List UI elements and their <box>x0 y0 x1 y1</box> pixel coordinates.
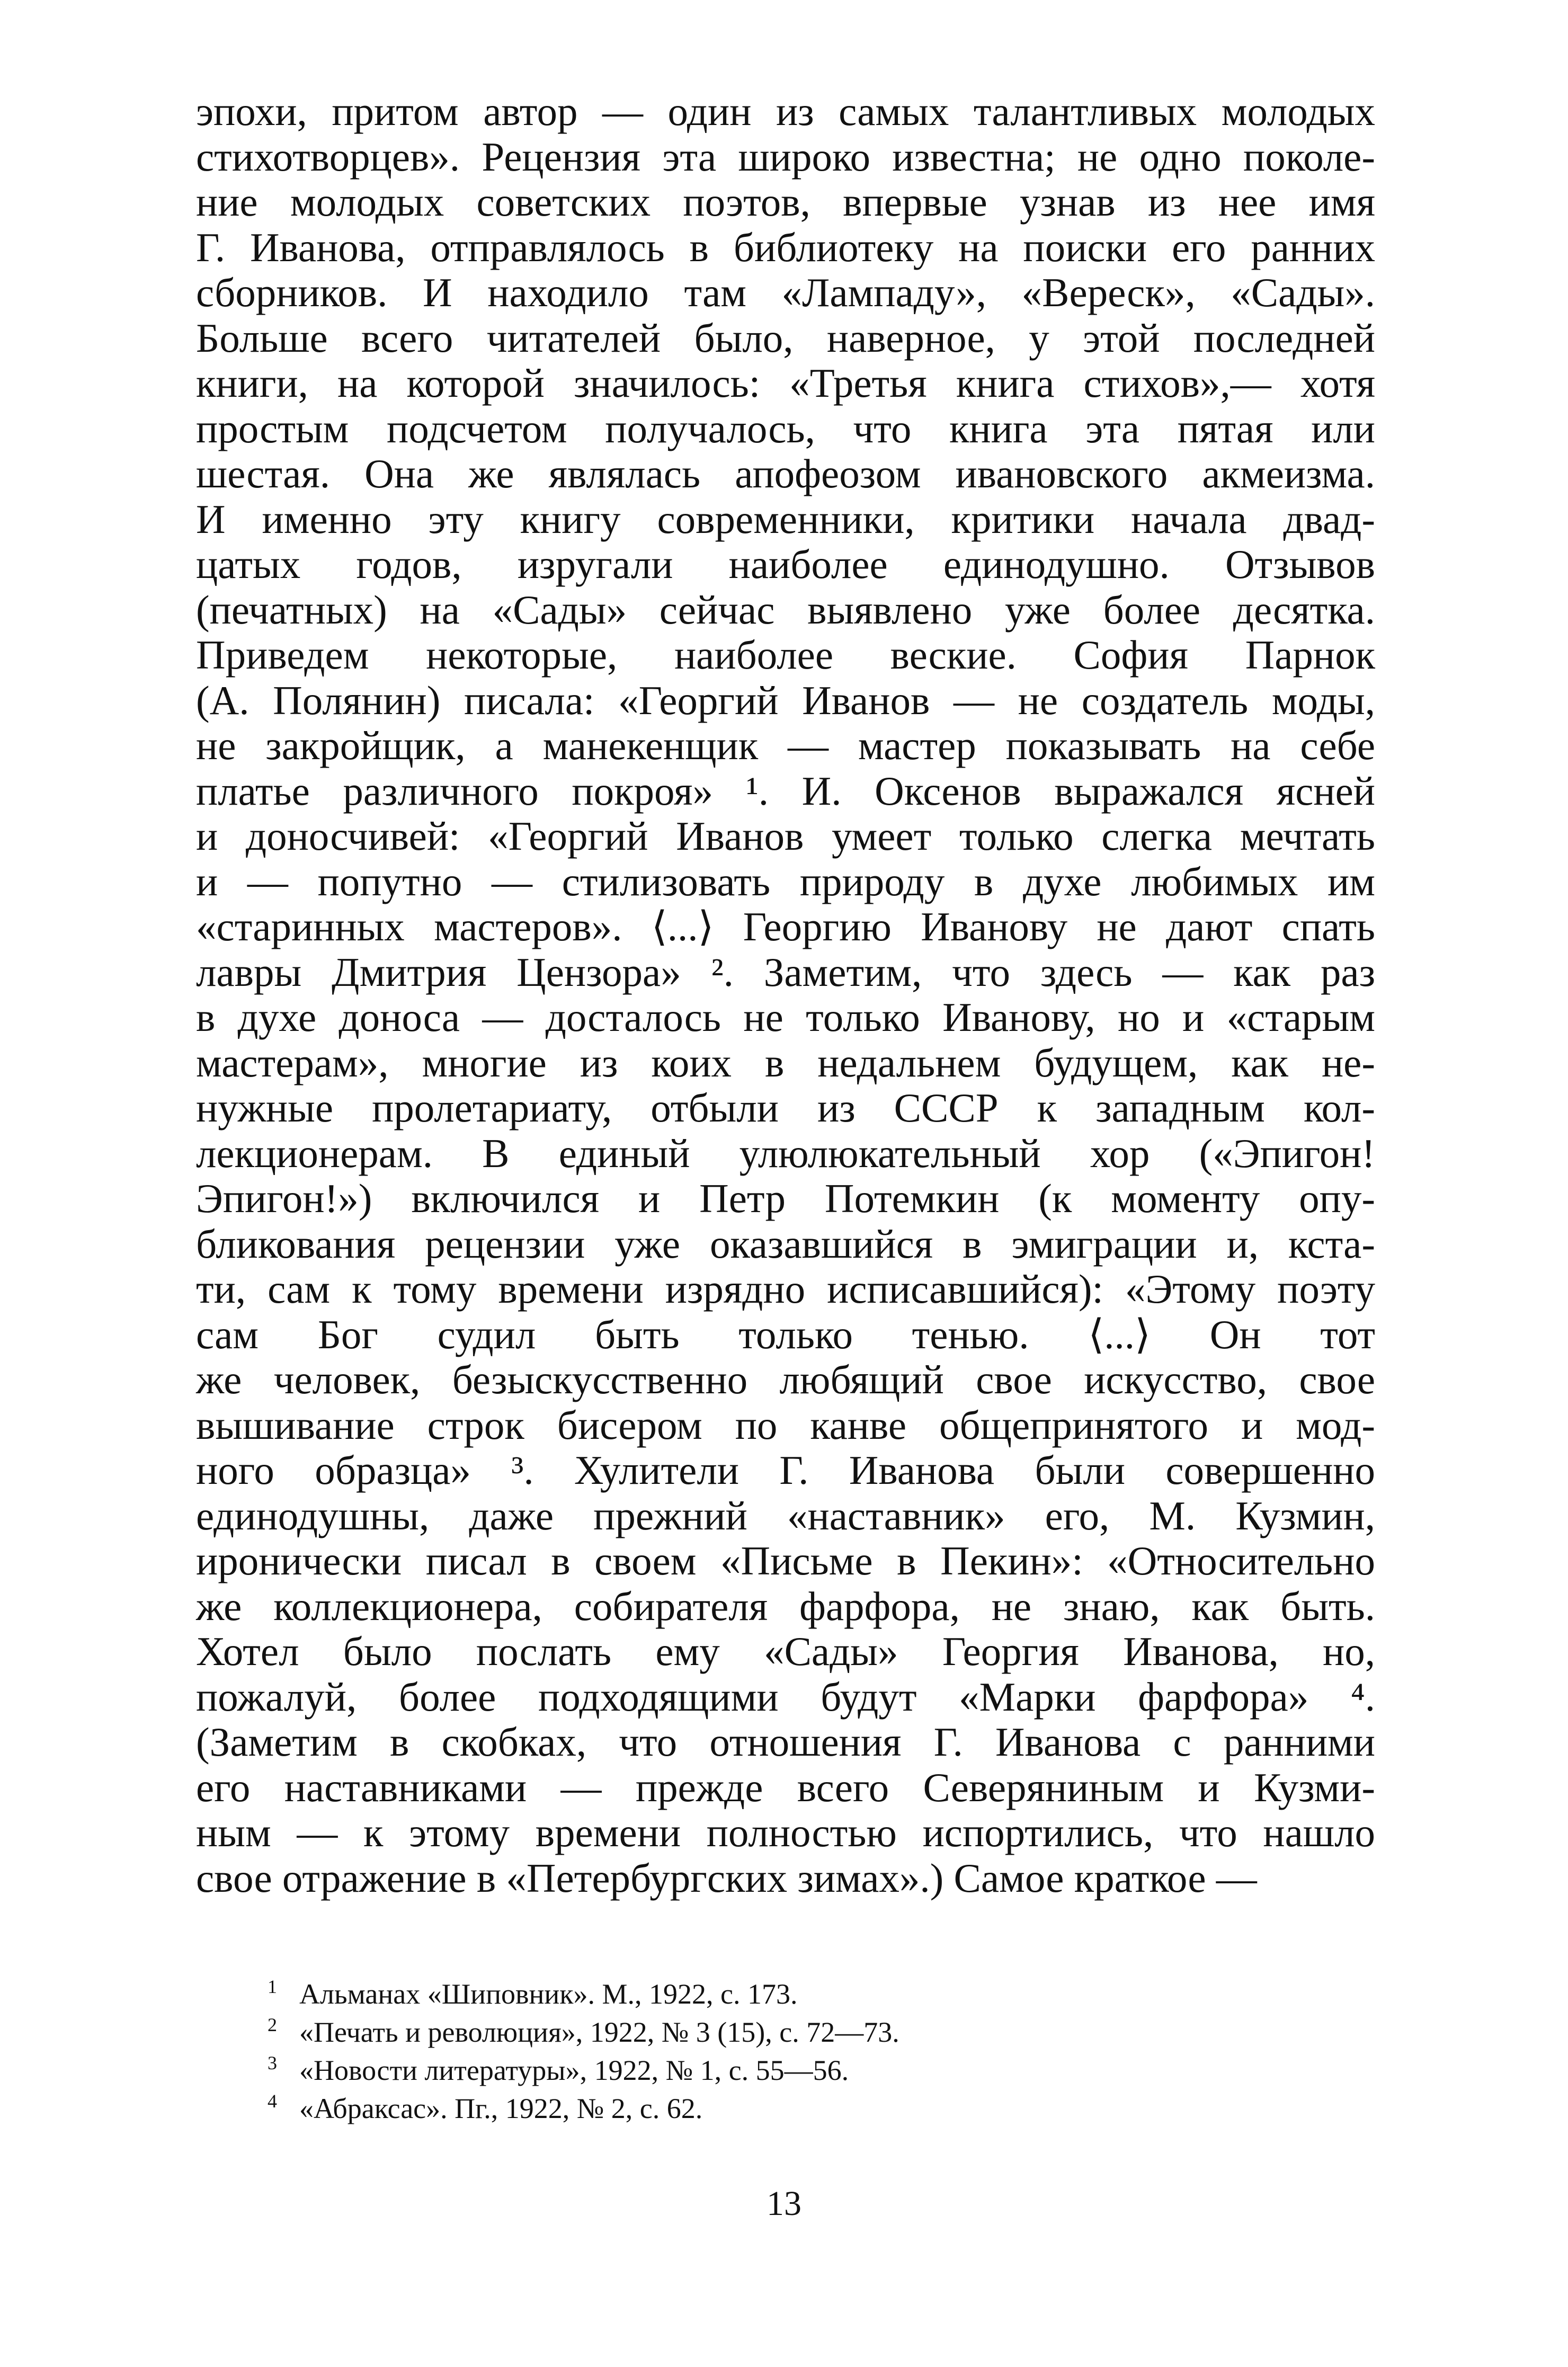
text-line: сборников. И находило там «Лампаду», «Вереск», «Сады». <box>196 270 1375 315</box>
text-line: цатых годов, изругали наиболее единодушно. Отзывов <box>196 541 1375 587</box>
text-line: книги, на которой значилось: «Третья книга стихов»,— хотя <box>196 360 1375 406</box>
text-line: (Заметим в скобках, что отношения Г. Иванова с ранними <box>196 1719 1375 1765</box>
text-line: ти, сам к тому времени изрядно исписавшийся): «Этому поэту <box>196 1266 1375 1312</box>
text-line: платье различного покроя» ¹. И. Оксенов выражался ясней <box>196 768 1375 814</box>
text-line: его наставниками — прежде всего Северяниным и Кузми- <box>196 1764 1375 1810</box>
text-line: свое отражение в «Петербургских зимах».) Самое краткое — <box>196 1855 1257 1901</box>
text-line: Хотел было послать ему «Сады» Георгия Иванова, но, <box>196 1629 1375 1674</box>
footnote-number: 1 <box>268 1976 277 1997</box>
text-line: ние молодых советских поэтов, впервые узнав из нее имя <box>196 179 1375 225</box>
text-line: единодушны, даже прежний «наставник» его, М. Кузмин, <box>196 1492 1375 1538</box>
footnote-number: 2 <box>268 2014 277 2035</box>
text-line: Эпигон!») включился и Петр Потемкин (к моменту опу- <box>196 1176 1375 1221</box>
text-line: и — попутно — стилизовать природу в духе любимых им <box>196 858 1375 904</box>
text-line: бликования рецензии уже оказавшийся в эмиграции и, кста- <box>196 1221 1375 1267</box>
footnote-text: Альманах «Шиповник». М., 1922, с. 173. <box>299 1978 798 2010</box>
text-line: стихотворцев». Рецензия эта широко известна; не одно поколе- <box>196 134 1375 180</box>
text-line: Больше всего читателей было, наверное, у этой последней <box>196 315 1375 361</box>
text-line: лекционерам. В единый улюлюкательный хор («Эпигон! <box>196 1130 1375 1176</box>
text-line: Приведем некоторые, наиболее веские. София Парнок <box>196 632 1375 678</box>
footnote-text: «Новости литературы», 1922, № 1, с. 55—56. <box>299 2054 849 2086</box>
footnote-text: «Печать и революция», 1922, № 3 (15), с. 72—73. <box>299 2016 899 2048</box>
footnote-number: 3 <box>268 2052 277 2074</box>
text-line: «старинных мастеров». ⟨...⟩ Георгию Иванову не дают спать <box>196 904 1375 949</box>
text-line: (печатных) на «Сады» сейчас выявлено уже более десятка. <box>196 586 1375 633</box>
text-line: (А. Полянин) писала: «Георгий Иванов — не создатель моды, <box>196 677 1375 723</box>
text-line: вышивание строк бисером по канве общепринятого и мод- <box>196 1402 1375 1448</box>
main-text <box>196 89 1375 1901</box>
footnote <box>268 2089 1375 2128</box>
text-line: не закройщик, а манекенщик — мастер показывать на себе <box>196 723 1375 768</box>
text-line: лавры Дмитрия Цензора» ². Заметим, что здесь — как раз <box>196 949 1375 995</box>
footnote <box>268 2051 1375 2089</box>
text-line: же коллекционера, собирателя фарфора, не знаю, как быть. <box>196 1583 1375 1629</box>
text-line: Г. Иванова, отправлялось в библиотеку на поиски его ранних <box>196 224 1375 270</box>
footnote-text: «Абраксас». Пг., 1922, № 2, с. 62. <box>299 2093 703 2124</box>
text-line: И именно эту книгу современники, критики начала двад- <box>196 496 1375 542</box>
text-line: пожалуй, более подходящими будут «Марки фарфора» ⁴. <box>196 1674 1375 1720</box>
text-line: шестая. Она же являлась апофеозом ивановского акмеизма. <box>196 451 1375 496</box>
text-line: в духе доноса — досталось не только Иванову, но и «старым <box>196 994 1375 1040</box>
text-line: ным — к этому времени полностью испортились, что нашло <box>196 1810 1375 1855</box>
footnote-number: 4 <box>268 2090 277 2112</box>
footnote <box>268 2013 1375 2051</box>
text-line: иронически писал в своем «Письме в Пекин»: «Относительно <box>196 1538 1375 1583</box>
footnotes <box>268 1975 1375 2128</box>
text-line: ного образца» ³. Хулители Г. Иванова были совершенно <box>196 1447 1375 1493</box>
text-line: простым подсчетом получалось, что книга эта пятая или <box>196 405 1375 451</box>
text-line: же человек, безыскусственно любящий свое искусство, свое <box>196 1357 1375 1402</box>
text-line: мастерам», многие из коих в недальнем будущем, как не- <box>196 1039 1375 1085</box>
text-line: сам Бог судил быть только тенью. ⟨...⟩ Он тот <box>196 1311 1375 1357</box>
footnote <box>268 1975 1375 2013</box>
text-line: нужные пролетариату, отбыли из СССР к западным кол- <box>196 1085 1375 1131</box>
text-line: эпохи, притом автор — один из самых талантливых молодых <box>196 88 1375 134</box>
text-line: и доносчивей: «Георгий Иванов умеет только слегка мечтать <box>196 813 1375 859</box>
page-number: 13 <box>767 2184 801 2223</box>
